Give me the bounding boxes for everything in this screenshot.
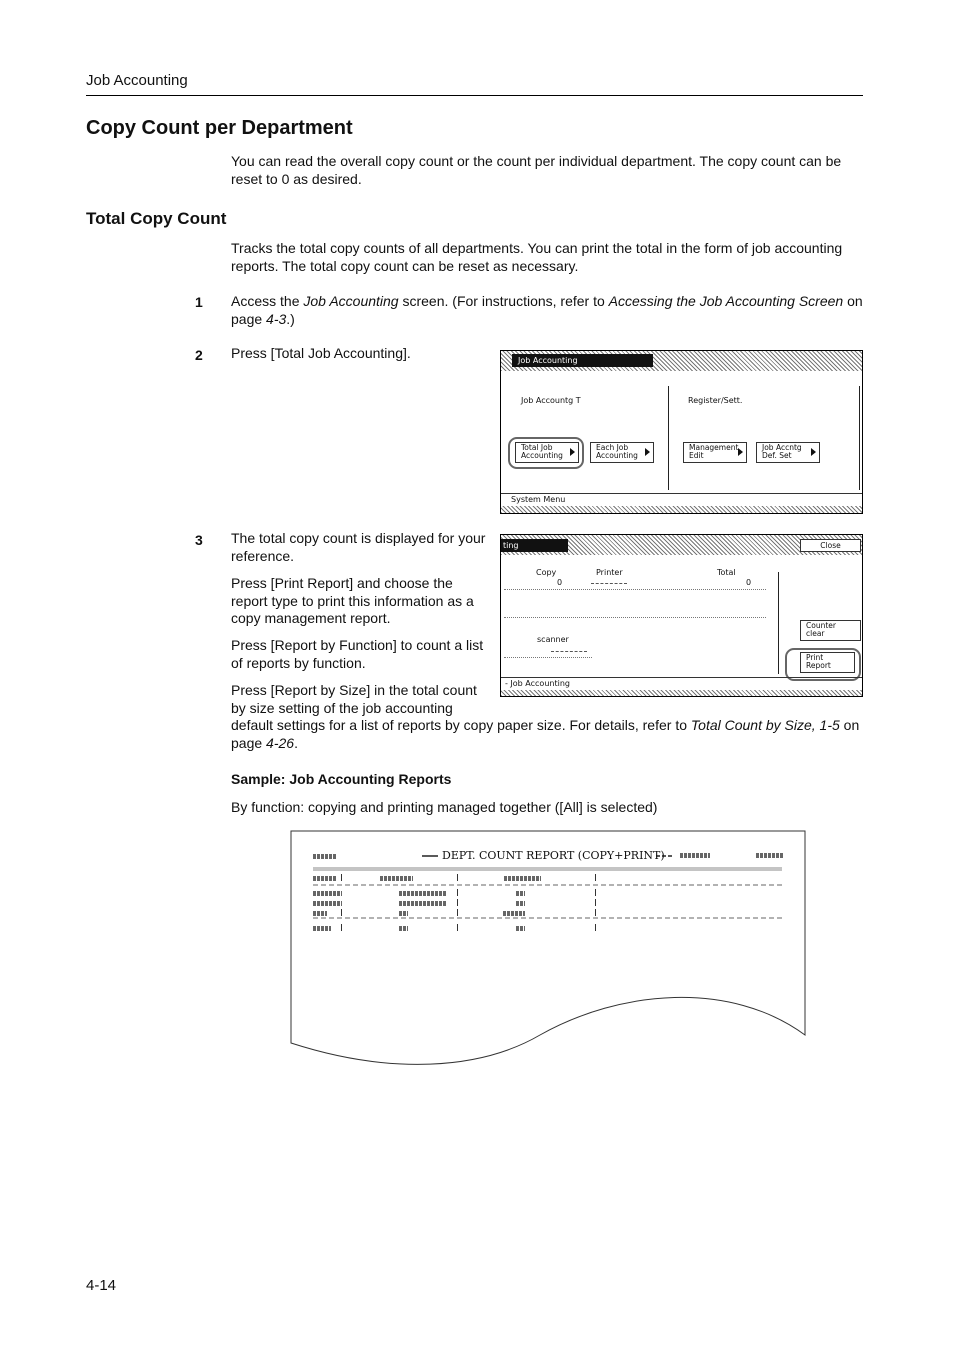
- screen-bottom-bar: [501, 690, 862, 696]
- job-accounting-total-label: Job Accountg T: [521, 396, 581, 405]
- report-placeholder: [313, 854, 336, 859]
- divider: [778, 572, 779, 674]
- report-placeholder: [399, 911, 408, 916]
- step-2-number: 2: [195, 347, 203, 363]
- step-3-text-2: Press [Print Report] and choose the report type to print this information as a copy management report.: [231, 575, 474, 626]
- report-placeholder: [399, 926, 408, 931]
- sample-report-illustration: [290, 830, 810, 1070]
- report-placeholder: [516, 926, 525, 931]
- column-tick: [595, 889, 596, 896]
- report-placeholder: [516, 901, 525, 906]
- copy-column-label: Copy: [536, 568, 557, 577]
- copy-count-value: 0: [557, 578, 563, 587]
- step-3-text-1: The total copy count is displayed for your reference.: [231, 530, 486, 564]
- column-tick: [595, 874, 596, 881]
- printer-count-placeholder: [591, 583, 627, 584]
- column-tick: [341, 924, 342, 931]
- subsection-intro: Tracks the total copy counts of all departments. You can print the total in the form of job accounting reports. The total copy count can be reset as necessary.: [231, 240, 843, 274]
- column-tick: [595, 909, 596, 916]
- step-3-text-5: default settings for a list of reports by copy paper size. For details, refer to Total Count by Size, 1-5 on page 4-26.: [231, 717, 860, 751]
- report-placeholder: [313, 901, 342, 906]
- management-edit-button[interactable]: Management Edit: [683, 442, 747, 463]
- highlight-ring: [508, 437, 584, 469]
- report-placeholder: [399, 891, 446, 896]
- step-3-text-4: Press [Report by Size] in the total count by size setting of the job accounting: [231, 682, 477, 716]
- column-tick: [457, 874, 458, 881]
- column-tick: [457, 889, 458, 896]
- column-tick: [595, 924, 596, 931]
- scanner-count-placeholder: [551, 651, 587, 652]
- row-divider: [504, 617, 766, 618]
- step-1-number: 1: [195, 294, 203, 310]
- page-number: 4-14: [86, 1277, 117, 1294]
- screen-bottom-bar: [501, 506, 862, 513]
- job-accounting-default-settings-button[interactable]: Job Accntg Def. Set: [756, 442, 820, 463]
- scanner-label: scanner: [537, 635, 569, 644]
- report-paper-outline: [290, 830, 810, 1070]
- sample-heading: Sample: Job Accounting Reports: [231, 771, 452, 787]
- section-intro: You can read the overall copy count or the count per individual department. The copy count can be reset to 0 as desired.: [231, 153, 842, 187]
- column-tick: [341, 909, 342, 916]
- column-tick: [457, 909, 458, 916]
- column-tick: [341, 874, 342, 881]
- header-rule: [86, 95, 863, 96]
- close-button[interactable]: Close: [800, 539, 861, 552]
- report-placeholder: [516, 891, 525, 896]
- report-placeholder: [313, 911, 327, 916]
- print-report-button[interactable]: Print Report: [800, 652, 855, 673]
- report-title: DEPT. COUNT REPORT (COPY+PRINT): [442, 849, 665, 862]
- report-placeholder: [680, 853, 710, 858]
- section-title: Copy Count per Department: [86, 117, 353, 139]
- divider: [668, 386, 669, 490]
- sample-caption: By function: copying and printing managed together ([All] is selected): [231, 799, 658, 815]
- printer-column-label: Printer: [596, 568, 623, 577]
- report-placeholder: [313, 876, 336, 881]
- report-placeholder: [504, 876, 541, 881]
- total-column-label: Total: [717, 568, 736, 577]
- job-accounting-footer-label: - Job Accounting: [505, 679, 570, 688]
- row-divider: [504, 657, 592, 658]
- step-3-text-3: Press [Report by Function] to count a list of reports by function.: [231, 637, 484, 671]
- counter-clear-button[interactable]: Counter clear: [800, 620, 861, 641]
- footer-rule: [501, 677, 862, 678]
- column-tick: [457, 924, 458, 931]
- report-placeholder: [503, 911, 525, 916]
- step-2-text: Press [Total Job Accounting].: [231, 345, 411, 361]
- subsection-title: Total Copy Count: [86, 209, 227, 228]
- step-3-number: 3: [195, 532, 203, 548]
- report-placeholder: [756, 853, 784, 858]
- report-placeholder: [313, 891, 342, 896]
- system-menu-label: System Menu: [511, 495, 566, 504]
- row-divider: [504, 589, 766, 590]
- footer-rule: [501, 493, 862, 494]
- register-settings-label: Register/Sett.: [688, 396, 743, 405]
- divider: [859, 386, 860, 490]
- screen-tab: Job Accounting: [512, 354, 653, 367]
- running-header: Job Accounting: [86, 72, 188, 89]
- job-accounting-screen: [500, 350, 863, 514]
- total-job-accounting-screen: [500, 534, 863, 697]
- report-placeholder: [313, 926, 331, 931]
- column-tick: [595, 899, 596, 906]
- report-placeholder: [380, 876, 413, 881]
- total-job-accounting-button[interactable]: Total Job Accounting: [515, 442, 579, 463]
- report-placeholder: [399, 901, 446, 906]
- screen-tab: ting: [501, 539, 568, 552]
- each-job-accounting-button[interactable]: Each Job Accounting: [590, 442, 654, 463]
- step-1-text: Access the Job Accounting screen. (For instructions, refer to Accessing the Job Accounting Screen on page 4-3.): [231, 293, 863, 327]
- column-tick: [457, 899, 458, 906]
- total-count-value: 0: [746, 578, 752, 587]
